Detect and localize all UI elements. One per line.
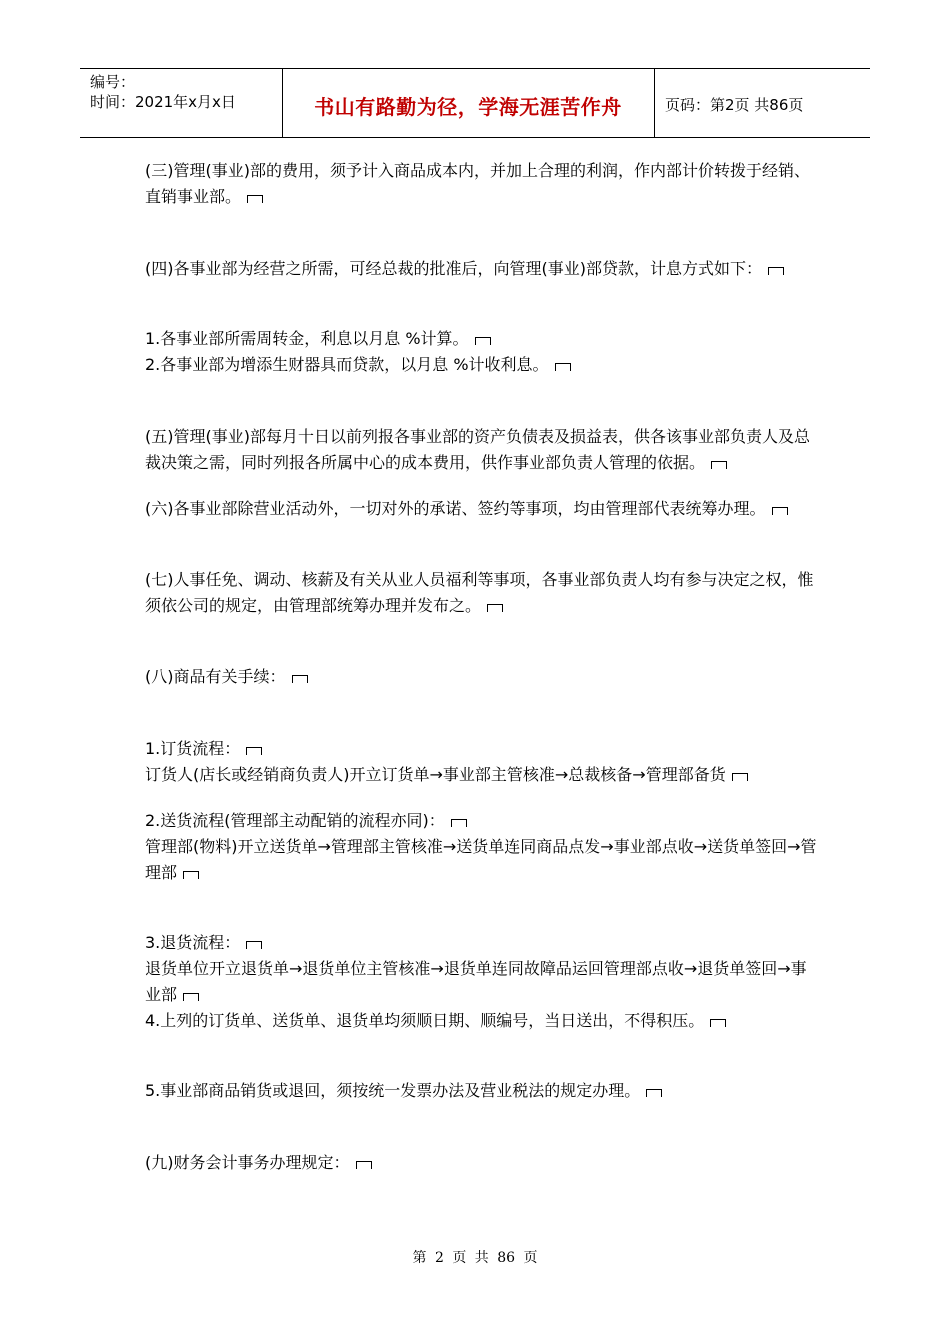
paragraph-text: (八)商品有关手续： [145, 667, 286, 686]
paragraph-text: (七)人事任免、调动、核薪及有关从业人员福利等事项，各事业部负责人均有参与决定之权，惟须依公司的规定，由管理部统筹办理并发布之。 [145, 570, 814, 615]
paragraph [145, 496, 817, 522]
paragraph-mark-icon [246, 747, 262, 755]
paragraph-mark-icon [772, 507, 788, 515]
header-meta-cell [80, 69, 283, 137]
paragraph-mark-icon [487, 604, 503, 612]
paragraph-text: 管理部(物料)开立送货单→管理部主管核准→送货单连同商品点发→事业部点收→送货单签回→管理部 [145, 837, 817, 882]
paragraph [145, 567, 817, 619]
paragraph-text: (五)管理(事业)部每月十日以前列报各事业部的资产负债表及损益表，供各该事业部负责人及总裁决策之需，同时列报各所属中心的成本费用，供作事业部负责人管理的依据。 [145, 427, 810, 472]
paragraph-text: 1.订货流程： [145, 739, 241, 758]
footer-page-number: 2 [434, 1250, 444, 1266]
paragraph-mark-icon [183, 993, 199, 1001]
paragraph [145, 956, 817, 1008]
paragraph-text: 退货单位开立退货单→退货单位主管核准→退货单连同故障品运回管理部点收→退货单签回→事业部 [145, 959, 807, 1004]
paragraph [145, 1150, 817, 1176]
paragraph-mark-icon [183, 871, 199, 879]
paragraph-mark-icon [475, 337, 491, 345]
paragraph-mark-icon [247, 195, 263, 203]
paragraph-text: 2.各事业部为增添生财器具而贷款，以月息 %计收利息。 [145, 355, 549, 374]
paragraph-mark-icon [246, 941, 262, 949]
paragraph-mark-icon [768, 267, 784, 275]
paragraph-mark-icon [555, 363, 571, 371]
paragraph [145, 424, 817, 476]
paragraph [145, 1008, 817, 1034]
paragraph-mark-icon [646, 1089, 662, 1097]
paragraph-text: (四)各事业部为经营之所需，可经总裁的批准后，向管理(事业)部贷款，计息方式如下： [145, 259, 762, 278]
paragraph [145, 352, 817, 378]
paragraph-text: 3.退货流程： [145, 933, 241, 952]
paragraph [145, 834, 817, 886]
paragraph-text: 4.上列的订货单、送货单、退货单均须顺日期、顺编号，当日送出，不得积压。 [145, 1011, 705, 1030]
header-motto-cell [282, 69, 655, 137]
paragraph-text: (六)各事业部除营业活动外，一切对外的承诺、签约等事项，均由管理部代表统筹办理。 [145, 499, 766, 518]
paragraph-text: 1.各事业部所需周转金，利息以月息 %计算。 [145, 329, 469, 348]
footer-text: 第 [412, 1250, 427, 1266]
page-header [80, 68, 870, 138]
footer-text: 页 [452, 1250, 467, 1266]
page-info: 页码：第2页 共86页 [665, 96, 804, 114]
paragraph [145, 326, 817, 352]
paragraph-mark-icon [711, 461, 727, 469]
paragraph-mark-icon [292, 675, 308, 683]
paragraph [145, 762, 817, 788]
paragraph-mark-icon [356, 1161, 372, 1169]
paragraph [145, 930, 817, 956]
paragraph-text: (九)财务会计事务办理规定： [145, 1153, 350, 1172]
footer-text: 共 [474, 1250, 489, 1266]
time-label: 时间：2021年x月x日 [90, 93, 236, 111]
paragraph-mark-icon [732, 773, 748, 781]
footer-total-pages: 86 [497, 1250, 516, 1266]
paragraph [145, 1078, 817, 1104]
number-label: 编号： [90, 73, 136, 91]
paragraph-text: (三)管理(事业)部的费用，须予计入商品成本内，并加上合理的利润，作内部计价转拨于经销、直销事业部。 [145, 161, 810, 206]
page-footer [0, 1247, 950, 1267]
header-page-cell [655, 69, 870, 137]
paragraph-text: 5.事业部商品销货或退回，须按统一发票办法及营业税法的规定办理。 [145, 1081, 641, 1100]
paragraph-text: 订货人(店长或经销商负责人)开立订货单→事业部主管核准→总裁核备→管理部备货 [145, 765, 726, 784]
paragraph [145, 736, 817, 762]
paragraph [145, 808, 817, 834]
paragraph-mark-icon [451, 819, 467, 827]
paragraph [145, 256, 817, 282]
paragraph-mark-icon [710, 1019, 726, 1027]
paragraph-text: 2.送货流程(管理部主动配销的流程亦同)： [145, 811, 445, 830]
paragraph [145, 158, 817, 210]
paragraph [145, 664, 817, 690]
footer-text: 页 [523, 1250, 538, 1266]
motto: 书山有路勤为径，学海无涯苦作舟 [314, 95, 622, 119]
